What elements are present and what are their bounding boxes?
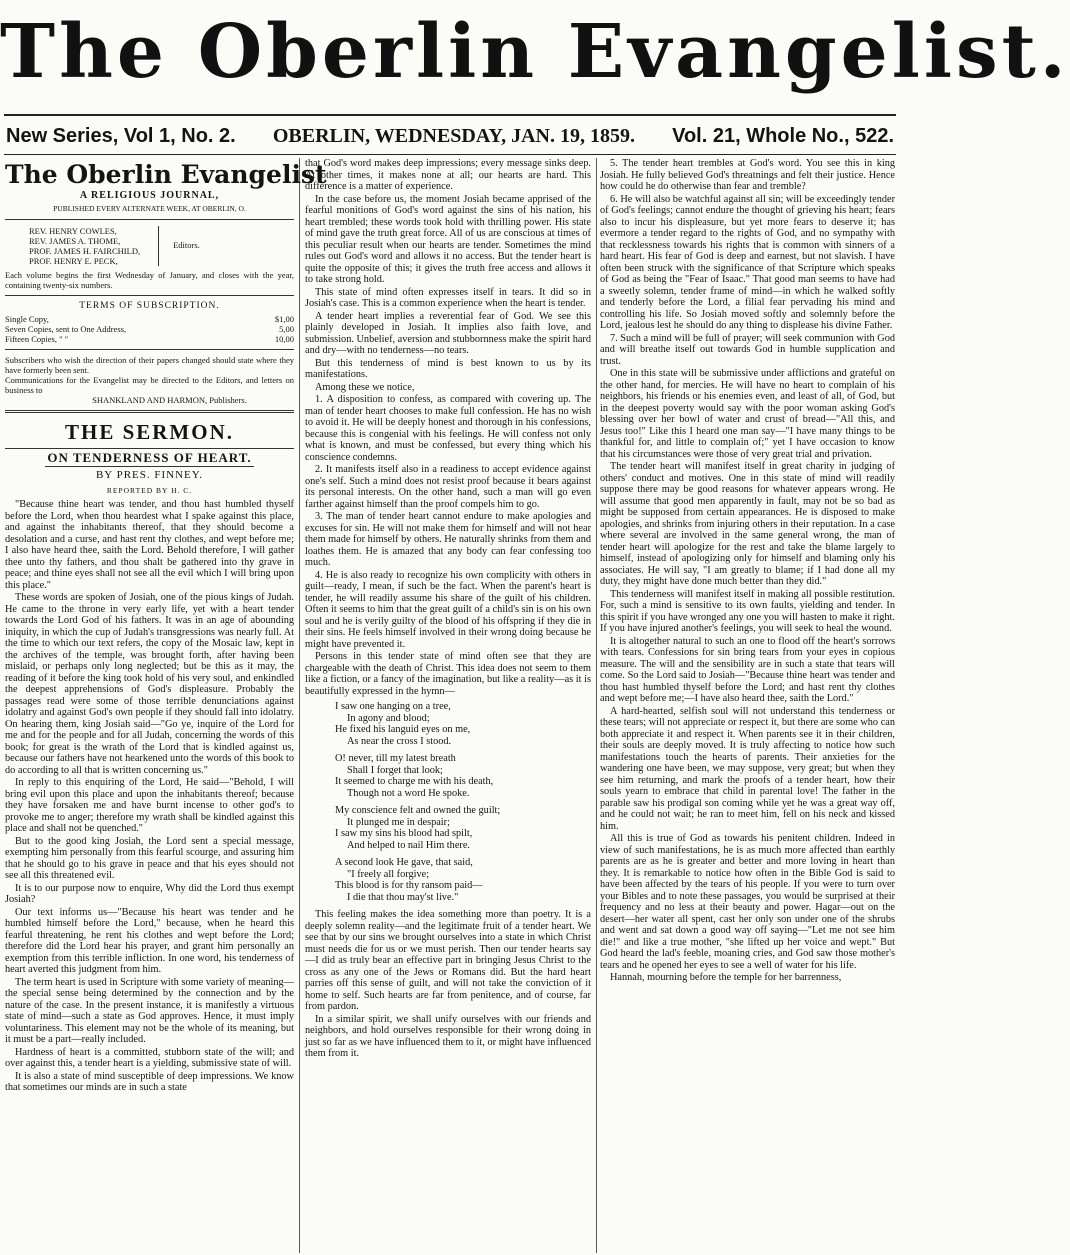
hymn-line: This blood is for thy ransom paid— bbox=[335, 880, 483, 891]
body-paragraph: 1. A disposition to confess, as compared with covering up. The man of tender heart chooses to make full confession. He has no wish to avoid it. He will be deeply honest and thorough in his confessions, because this is congenial with his feelings. He will confess not only what is known, and must be confessed, but every thing which his conscience condemns. bbox=[305, 394, 591, 463]
body-paragraph: 3. The man of tender heart cannot endure to make apologies and excuses for sin. He will not make them for himself and will not hear them made for himself by others. He naturally shrinks from them and loathes them. He is amazed that any body can fear confessing too much. bbox=[305, 511, 591, 568]
hymn-line: "I freely all forgive; bbox=[347, 868, 430, 880]
column-divider bbox=[596, 158, 597, 1253]
editor-name: PROF. JAMES H. FAIRCHILD, bbox=[29, 245, 141, 256]
body-paragraph: 2. It manifests itself also in a readiness to accept evidence against one's self. Such a mind does not resist proof because it bears against its personal interests. On the other hand, such a man will go even farther against himself than the proof compels him to go. bbox=[305, 464, 591, 510]
editors-list bbox=[29, 226, 159, 266]
terms-label: Single Copy, bbox=[5, 313, 49, 324]
divider bbox=[5, 219, 294, 220]
hymn-line: I saw one hanging on a tree, bbox=[335, 701, 451, 712]
hymn-line: As near the cross I stood. bbox=[347, 735, 452, 747]
column-3 bbox=[600, 158, 895, 1253]
terms-price: 5,00 bbox=[279, 323, 294, 334]
published-note: PUBLISHED EVERY ALTERNATE WEEK, AT OBERLIN, O. bbox=[53, 203, 246, 213]
reported-by: REPORTED BY H. C. bbox=[106, 485, 193, 495]
body-paragraph: The tender heart will manifest itself in great charity in judging of others' conduct and motives. One in this state of mind will readily suppose there may be good reasons for whatever appears wrong. He will assume that good men apparently in fault, may not be so bad as might be supposed from certain appearances. He is disposed to make apologies, and shrinks from injuring others in their reputation. In a case where several are involved in the same general wrong, the man of tender heart will apologize for the rest and take the blame largely to himself, instead of apologizing only for himself and blaming only his associates. He will say, "I am greatly to blame; if I had done all my duty, they might have done much better than they did." bbox=[600, 461, 895, 587]
body-paragraph: The term heart is used in Scripture with some variety of meaning—the special sense being determined by the connection and by the nature of the case. In the present instance, it is manifestly a virtuous state of mind—such a state as God approves. Hence, it must imply voluntariness. This element may not be the whole of its meaning, but it must be a part—really included. bbox=[5, 976, 294, 1045]
body-paragraph: In a similar spirit, we shall unify ourselves with our friends and neighbors, and hold ourselves responsible for their wrong doing in just so far as we have influenced them to it, or might have influenced them from it. bbox=[305, 1013, 591, 1059]
body-paragraph: But this tenderness of mind is best known to us by its manifestations. bbox=[305, 357, 591, 380]
column-1 bbox=[5, 158, 327, 1253]
editor-name: REV. HENRY COWLES, bbox=[29, 225, 117, 236]
hymn-line: I saw my sins his blood had spilt, bbox=[335, 828, 473, 839]
terms-label: Seven Copies, sent to One Address, bbox=[5, 323, 127, 334]
body-paragraph: Hannah, mourning before the temple for her barrenness, bbox=[610, 972, 842, 983]
hymn-line: O! never, till my latest breath bbox=[335, 753, 456, 764]
column-divider bbox=[299, 158, 300, 1253]
hymn-line: And helped to nail Him there. bbox=[347, 839, 470, 851]
publishers-line: SHANKLAND AND HARMON, Publishers. bbox=[92, 394, 247, 405]
body-paragraph: that God's word makes deep impressions; every message sinks deep. At other times, it makes none at all; our hearts are hard. This difference is a matter of experience. bbox=[305, 158, 591, 192]
terms-row bbox=[5, 334, 294, 344]
body-paragraph: In the case before us, the moment Josiah became apprised of the fearful monitions of God's word against the sins of his nation, his heart trembled; these words took hold with thrilling power. His state of mind gave the truth great force. All of us are conscious at times of this peculiar result when our hearts are tender. Sometimes the mind rules out God's word and allows it no access. But the tender heart is quite the opposite of this; it gives the truth free access and allows it to take strong hold. bbox=[305, 193, 591, 285]
masthead bbox=[0, 0, 1070, 110]
hymn-line: In agony and blood; bbox=[347, 712, 430, 724]
hymn-line: Though not a word He spoke. bbox=[347, 787, 470, 799]
body-paragraph: This feeling makes the idea something more than poetry. It is a deeply solemn reality—and the legitimate fruit of a tender heart. We see that by our sins we brought ourselves into a state in which Christ must needs die for us or we must perish. Then our tender hearts say—I did as truly bear an effective part in bringing Jesus Christ to the cross as any one of the Jews or Romans did. But the hard heart parries off this sense of guilt, and will not take the conviction of it home to self. Such hearts are far from penitence, and of course, far from pardon. bbox=[305, 909, 591, 1012]
body-paragraph: It is altogether natural to such an one to flood off the heart's sorrows with tears. Confessions for sin bring tears from your eyes in copious measure. The will and the sensibility are in such a state that tears will come. So the Lord said to Josiah—"Because thine heart was tender and thou hast humbled thyself before the Lord; and hast rent thy clothes and wept before me;—I have also heard thee, saith the Lord." bbox=[600, 635, 895, 704]
hymn bbox=[305, 701, 591, 903]
volume-note: Each volume begins the first Wednesday of January, and closes with the year, containing twenty-six numbers. bbox=[5, 269, 294, 290]
body-paragraph: It is to our purpose now to enquire, Why did the Lord thus exempt Josiah? bbox=[5, 882, 294, 905]
masthead-title: The Oberlin Evangelist. bbox=[0, 9, 1070, 95]
body-paragraph: Hardness of heart is a committed, stubborn state of the will; and over against this, a tender heart is a yielding, submissive state of will. bbox=[5, 1046, 294, 1069]
body-paragraph: This tenderness will manifest itself in making all possible restitution. For, such a mind is sensitive to its own faults, yielding and tender. In this spirit if you have wronged any one you will hasten to make it right. If you have injured another's feelings, you will seek to heal the wound. bbox=[600, 588, 895, 634]
terms-price: 10,00 bbox=[274, 333, 294, 344]
body-paragraph: One in this state will be submissive under afflictions and grateful on the other hand, for mercies. He will have no heart to complain of his neighbors, his friends or his enemies even, and least of all, of God, but in the deepest poverty would say with the poor woman asking God's blessing over her bowl of water and crust of bread—"All this, and Jesus too!" Like this I heard one man say—"I have many things to be thankful for, and little to complain of;" yet I have occasion to know that his circumstances were those of very great trial and privation. bbox=[600, 368, 895, 460]
scripture-text: "Because thine heart was tender, and thou hast humbled thyself before the Lord, when thou heardest what I spake against this place, and against the inhabitants thereof, that they should become a desolation and a curse, and hast rent thy clothes, and wept before me; I also have heard thee, saith the Lord. Behold therefore, I will gather thee unto thy fathers, and thou shalt be gathered into thy grave in peace; and thine eyes shall not see all the evil which I will bring upon this place." bbox=[5, 499, 294, 591]
body-paragraph: 4. He is also ready to recognize his own complicity with others in guilt—ready, I mean, if such be the fact. When the parent's heart is tender, he will readily assume his share of the guilt of his children. Often it seems to him that the great guilt of a child's sin is on his own soul and he is verily guilty of the blood of his offspring if they die in their sins. He feels himself involved in their wrong doing because he might have prevented it. bbox=[305, 569, 591, 650]
terms-title: TERMS OF SUBSCRIPTION. bbox=[79, 300, 220, 311]
sermon-author: BY PRES. FINNEY. bbox=[95, 469, 204, 481]
terms-row bbox=[5, 324, 294, 334]
hymn-line: A second look He gave, that said, bbox=[335, 857, 473, 868]
terms-table bbox=[5, 314, 294, 344]
dateline-rule bbox=[4, 154, 896, 155]
body-paragraph: A hard-hearted, selfish soul will not understand this tenderness or these tears; will not appreciate or respect it, but there are some who can both appreciate it and respect it. When parents see it in their children, their souls are deeply moved. It is truly affecting to notice how such manifestations touch the hearts of parents. Their anxieties for the wandering one have been, we may suppose, very great; but when they see him returning, and mark the proofs of a tender heart, how their souls yearn to embrace that child in parental love! The father in the parable saw his prodigal son coming while yet he was a great way off, and he could not wait; he ran to meet him, fell on his neck and kissed him. bbox=[600, 705, 895, 832]
dateline-volume: Vol. 21, Whole No., 522. bbox=[672, 124, 894, 147]
hymn-line: My conscience felt and owned the guilt; bbox=[335, 805, 501, 816]
body-paragraph: A tender heart implies a reverential fear of God. We see this plainly developed in Josiah. It implies also faith love, and submission. Unbelief, aversion and stubbornness make the spirit hard and dry—with no tenderness—no tears. bbox=[305, 310, 591, 356]
editors-label: Editors. bbox=[173, 239, 200, 250]
hymn-stanza bbox=[335, 701, 591, 747]
hymn-line: I die that thou may'st live." bbox=[347, 891, 459, 903]
dateline-series: New Series, Vol 1, No. 2. bbox=[6, 124, 236, 147]
hymn-stanza bbox=[335, 857, 591, 903]
dateline-date: OBERLIN, WEDNESDAY, JAN. 19, 1859. bbox=[272, 124, 635, 147]
body-paragraph: 7. Such a mind will be full of prayer; will seek communion with God and will breathe itself out towards God in humble supplication and trust. bbox=[600, 332, 895, 367]
sermon-title: ON TENDERNESS OF HEART. bbox=[47, 449, 252, 465]
hymn-line: Shall I forget that look; bbox=[347, 764, 443, 776]
body-paragraph: Among these we notice, bbox=[315, 381, 415, 393]
paper-subtitle: A RELIGIOUS JOURNAL, bbox=[79, 190, 220, 201]
editors-block bbox=[29, 226, 294, 266]
body-paragraph: All this is true of God as towards his penitent children. Indeed in view of such manifestations, he is as much more affected than earthly parents are as he is greater and better and more loving in heart than they. It is remarkable to notice how often in the Bible God is said to have been affected by the tears of his people. If you were to turn over your Bibles and to note these passages, you would be surprised at their frequency and no less at their beauty and power. Hagar—out on the desert—her water all spent, cast her only son under one of the shrubs and went and sat down a good way off saying—"Let me not see him die!" and like a true mother, "she lifted up her voice and wept." But God heard the lad's feeble, moaning cries, and God saw those mother's tears and he opened her eyes to see a well of water for his life. bbox=[600, 833, 895, 971]
terms-label: Fifteen Copies, " " bbox=[5, 333, 69, 344]
top-rule bbox=[4, 114, 896, 116]
hymn-line: It plunged me in despair; bbox=[347, 816, 450, 828]
hymn-stanza bbox=[335, 805, 591, 851]
divider bbox=[45, 466, 254, 467]
body-paragraph: Persons in this tender state of mind often see that they are chargeable with the death of Christ. This idea does not seem to them like a fiction, or a fancy of the imagination, but like a reality—as it is beautifully expressed in the hymn— bbox=[305, 651, 591, 697]
hymn-line: He fixed his languid eyes on me, bbox=[335, 724, 471, 735]
dateline bbox=[6, 120, 894, 152]
hymn-line: It seemed to charge me with his death, bbox=[335, 776, 494, 787]
body-paragraph: It is also a state of mind susceptible of deep impressions. We know that sometimes our minds are in such a state bbox=[5, 1070, 294, 1093]
terms-price: $1,00 bbox=[274, 313, 294, 324]
sermon-heading: THE SERMON. bbox=[64, 419, 235, 444]
divider bbox=[5, 448, 294, 449]
double-divider bbox=[5, 410, 294, 413]
terms-row bbox=[5, 314, 294, 324]
body-paragraph: These words are spoken of Josiah, one of the pious kings of Judah. He came to the throne in very early life, yet with a heart tender towards the Lord God of his fathers. It was in an age of abounding iniquity, in which the cup of Judah's transgressions was nearly full. At the time to which our text refers, the copy of the Mosaic law, kept in the archives of the temple, was brought forth, after having been mislaid, or perhaps only long neglected; but be this as it may, the reading of it before the king took hold of his very soul, and enkindled the deepest apprehensions of God's displeasure. Probably the passages read were some of those terrible denunciations against idolatry and against God's own people if they should fall into idolatry. On hearing them, king Josiah said—"Go ye, inquire of the Lord for me and for the people and for all Judah, concerning the words of this book; for great is the wrath of the Lord that is kindled against us, because our fathers have not hearkened unto the words of this book to do according to all that is written concerning us." bbox=[5, 592, 294, 776]
subscriber-notice: Subscribers who wish the direction of their papers changed should state where they have formerly been sent. bbox=[5, 354, 294, 375]
paper-title: The Oberlin Evangelist bbox=[5, 160, 327, 189]
body-paragraph: 6. He will also be watchful against all sin; will be exceedingly tender of God's feelings; cannot endure the thought of grieving his heart; fears also to incur his displeasure, but yet more fears to deserve it; has evermore a tender regard to the rights of God, and no sympathy with that recklessness towards his rights that is common with sinners of a hard heart. His fear of God is deep and earnest, but not slavish. I have often been struck with the significance of that Scripture which speaks of God as being the "Fear of Isaac." That good man seems to have had a sweetly solemn, tender frame of mind—in which he walked softly and tenderly before the Lord, a filial fear pervading his mind and controlling his life. So Josiah moved softly and solemnly before the Lord, jealous lest he should do any thing to displease his divine Father. bbox=[600, 193, 895, 331]
body-paragraph: In reply to this enquiring of the Lord, He said—"Behold, I will bring evil upon this place and upon the inhabitants thereof; because they have forsaken me and have burnt incense to other god's to provoke me to anger; therefore my wrath shall be kindled against this place and shall not be quenched." bbox=[5, 777, 294, 834]
divider bbox=[5, 295, 294, 296]
editor-name: REV. JAMES A. THOME, bbox=[29, 235, 121, 246]
body-paragraph: But to the good king Josiah, the Lord sent a special message, exempting him personally from this fearful scourge, and assuring him that he should go to his grave in peace and that his eyes should not see all this threatened evil. bbox=[5, 835, 294, 881]
column-2 bbox=[305, 158, 591, 1253]
communications-notice: Communications for the Evangelist may be directed to the Editors, and letters on business to bbox=[5, 374, 294, 395]
hymn-stanza bbox=[335, 753, 591, 799]
body-paragraph: 5. The tender heart trembles at God's word. You see this in king Josiah. He fully believed God's threatnings and felt their justice. Hence how could he do otherwise than fear and tremble? bbox=[600, 158, 895, 192]
divider bbox=[5, 349, 294, 350]
editor-name: PROF. HENRY E. PECK, bbox=[29, 255, 118, 266]
body-paragraph: This state of mind often expresses itself in tears. It did so in Josiah's case. This is a common experience when the heart is tender. bbox=[305, 286, 591, 309]
body-paragraph: Our text informs us—"Because his heart was tender and he humbled himself before the Lord," because, when he heard this fearful threatening, he rent his clothes and wept before the Lord; therefore did the Lord hear his prayer, and grant him personally an exemption from this terrible infliction. In one word, his tenderness of heart averted this judgment from him. bbox=[5, 906, 294, 975]
